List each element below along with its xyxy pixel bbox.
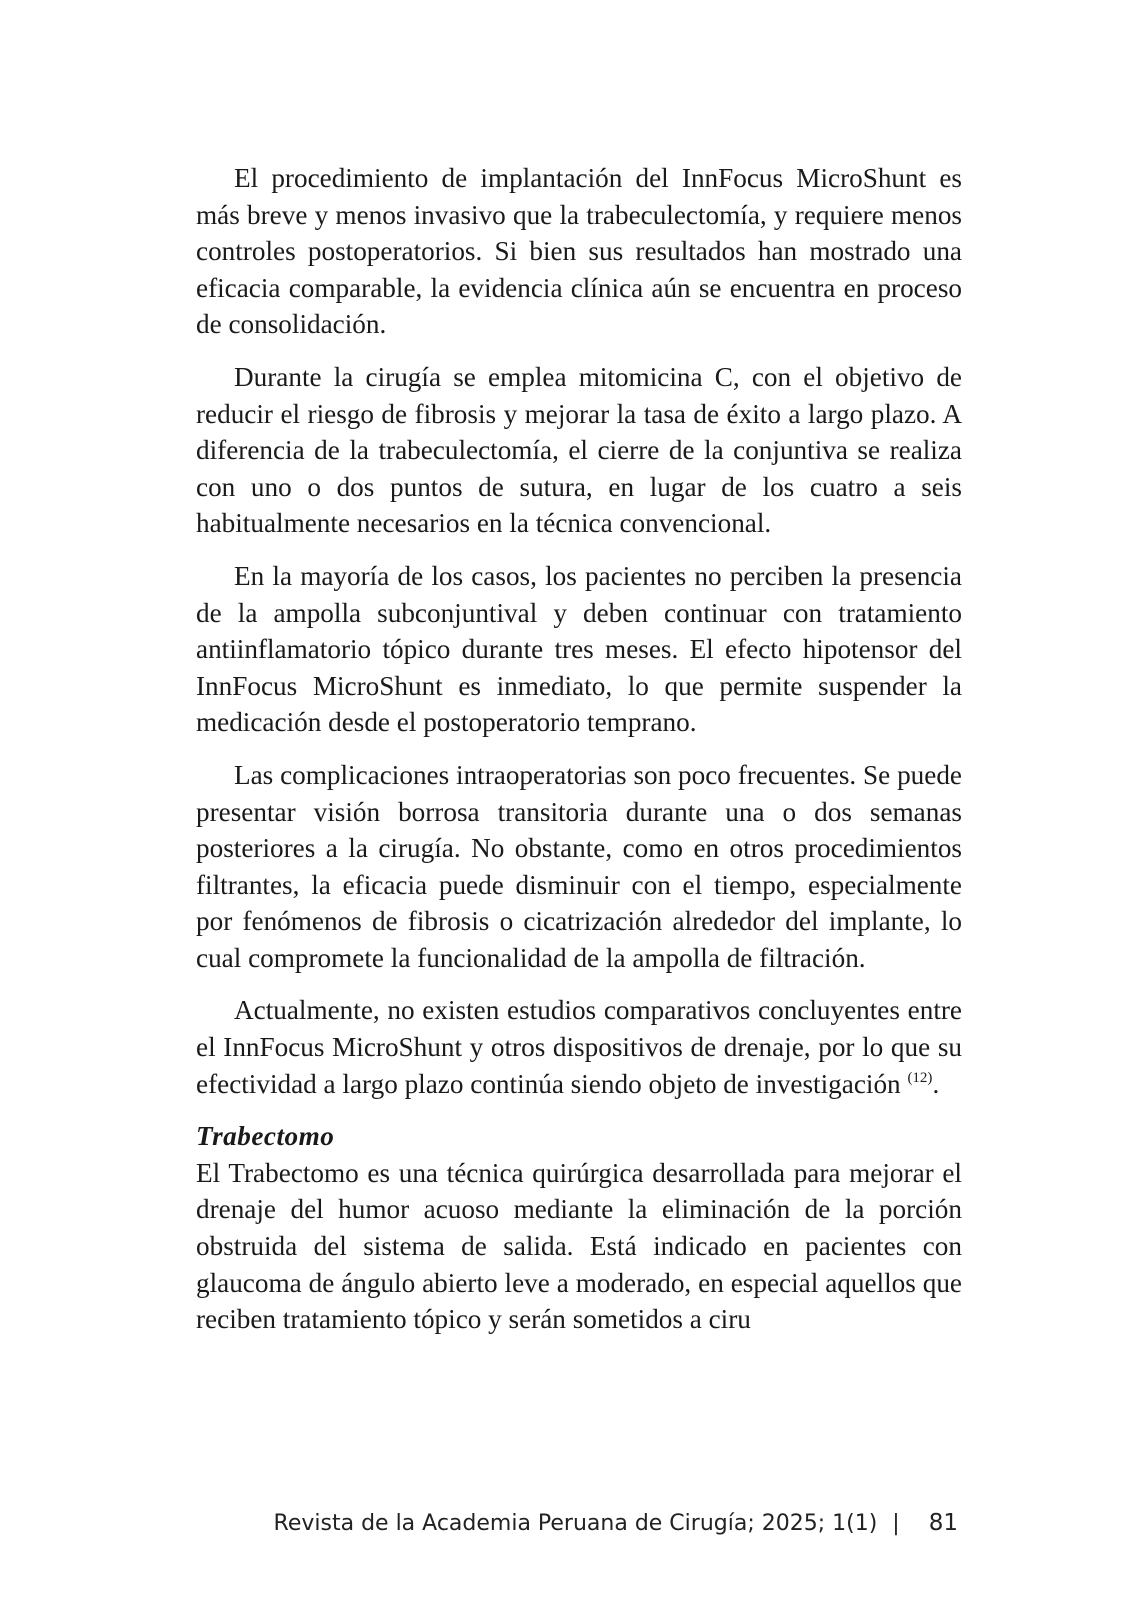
paragraph-end-period: . [932,1068,940,1099]
footer-separator: | [892,1511,900,1536]
citation-reference: (12) [907,1069,933,1086]
page-footer [274,1508,958,1539]
paragraph-postoperative-treatment: En la mayoría de los casos, los pacientes no perciben la presencia de la ampolla subconjuntival y deben continuar con tratamiento antiinflamatorio tópico durante tres meses. El efecto hipotensor del InnFocus MicroShunt es inmediato, lo que permite suspender la medicación desde el postoperatorio temprano. [196,560,962,738]
paragraph-comparative-studies-text: Actualmente, no existen estudios comparativos concluyentes entre el InnFocus MicroShunt y otros dispositivos de drenaje, por lo que su efectividad a largo plazo continúa siendo objeto de investigación [196,995,962,1099]
paragraph-trabectomo-intro: El Trabectomo es una técnica quirúrgica desarrollada para mejorar el drenaje del humor acuoso mediante la eliminación de la porción obstruida del sistema de salida. Está indicado en pacientes con glaucoma de ángulo abierto leve a moderado, en especial aquellos que reciben tratamiento tópico y serán sometidos a ciru [196,1157,962,1335]
paragraph-microshunt-procedure: El procedimiento de implantación del InnFocus MicroShunt es más breve y menos invasivo que la trabeculectomía, y requiere menos controles postoperatorios. Si bien sus resultados han mostrado una eficacia comparable, la evidencia clínica aún se encuentra en proceso de consolidación. [196,163,962,340]
paragraph-comparative-studies [196,992,962,1102]
journal-citation: Revista de la Academia Peruana de Cirugía; 2025; 1(1) [273,1511,878,1536]
paragraph-complications: Las complicaciones intraoperatorias son poco frecuentes. Se puede presentar visión borrosa transitoria durante una o dos semanas posteriores a la cirugía. No obstante, como en otros procedimientos filtrantes, la eficacia puede disminuir con el tiempo, especialmente por fenómenos de fibrosis o cicatrización alrededor del implante, lo cual compromete la funcionalidad de la ampolla de filtración. [196,759,962,973]
section-heading-trabectomo: Trabectomo [196,1121,335,1152]
article-body [196,160,962,1338]
page-number: 81 [928,1510,958,1536]
paragraph-mitomycin: Durante la cirugía se emplea mitomicina C, con el objetivo de reducir el riesgo de fibrosis y mejorar la tasa de éxito a largo plazo. A diferencia de la trabeculectomía, el cierre de la conjuntiva se realiza con uno o dos puntos de sutura, en lugar de los cuatro a seis habitualmente necesarios en la técnica convencional. [196,361,962,539]
